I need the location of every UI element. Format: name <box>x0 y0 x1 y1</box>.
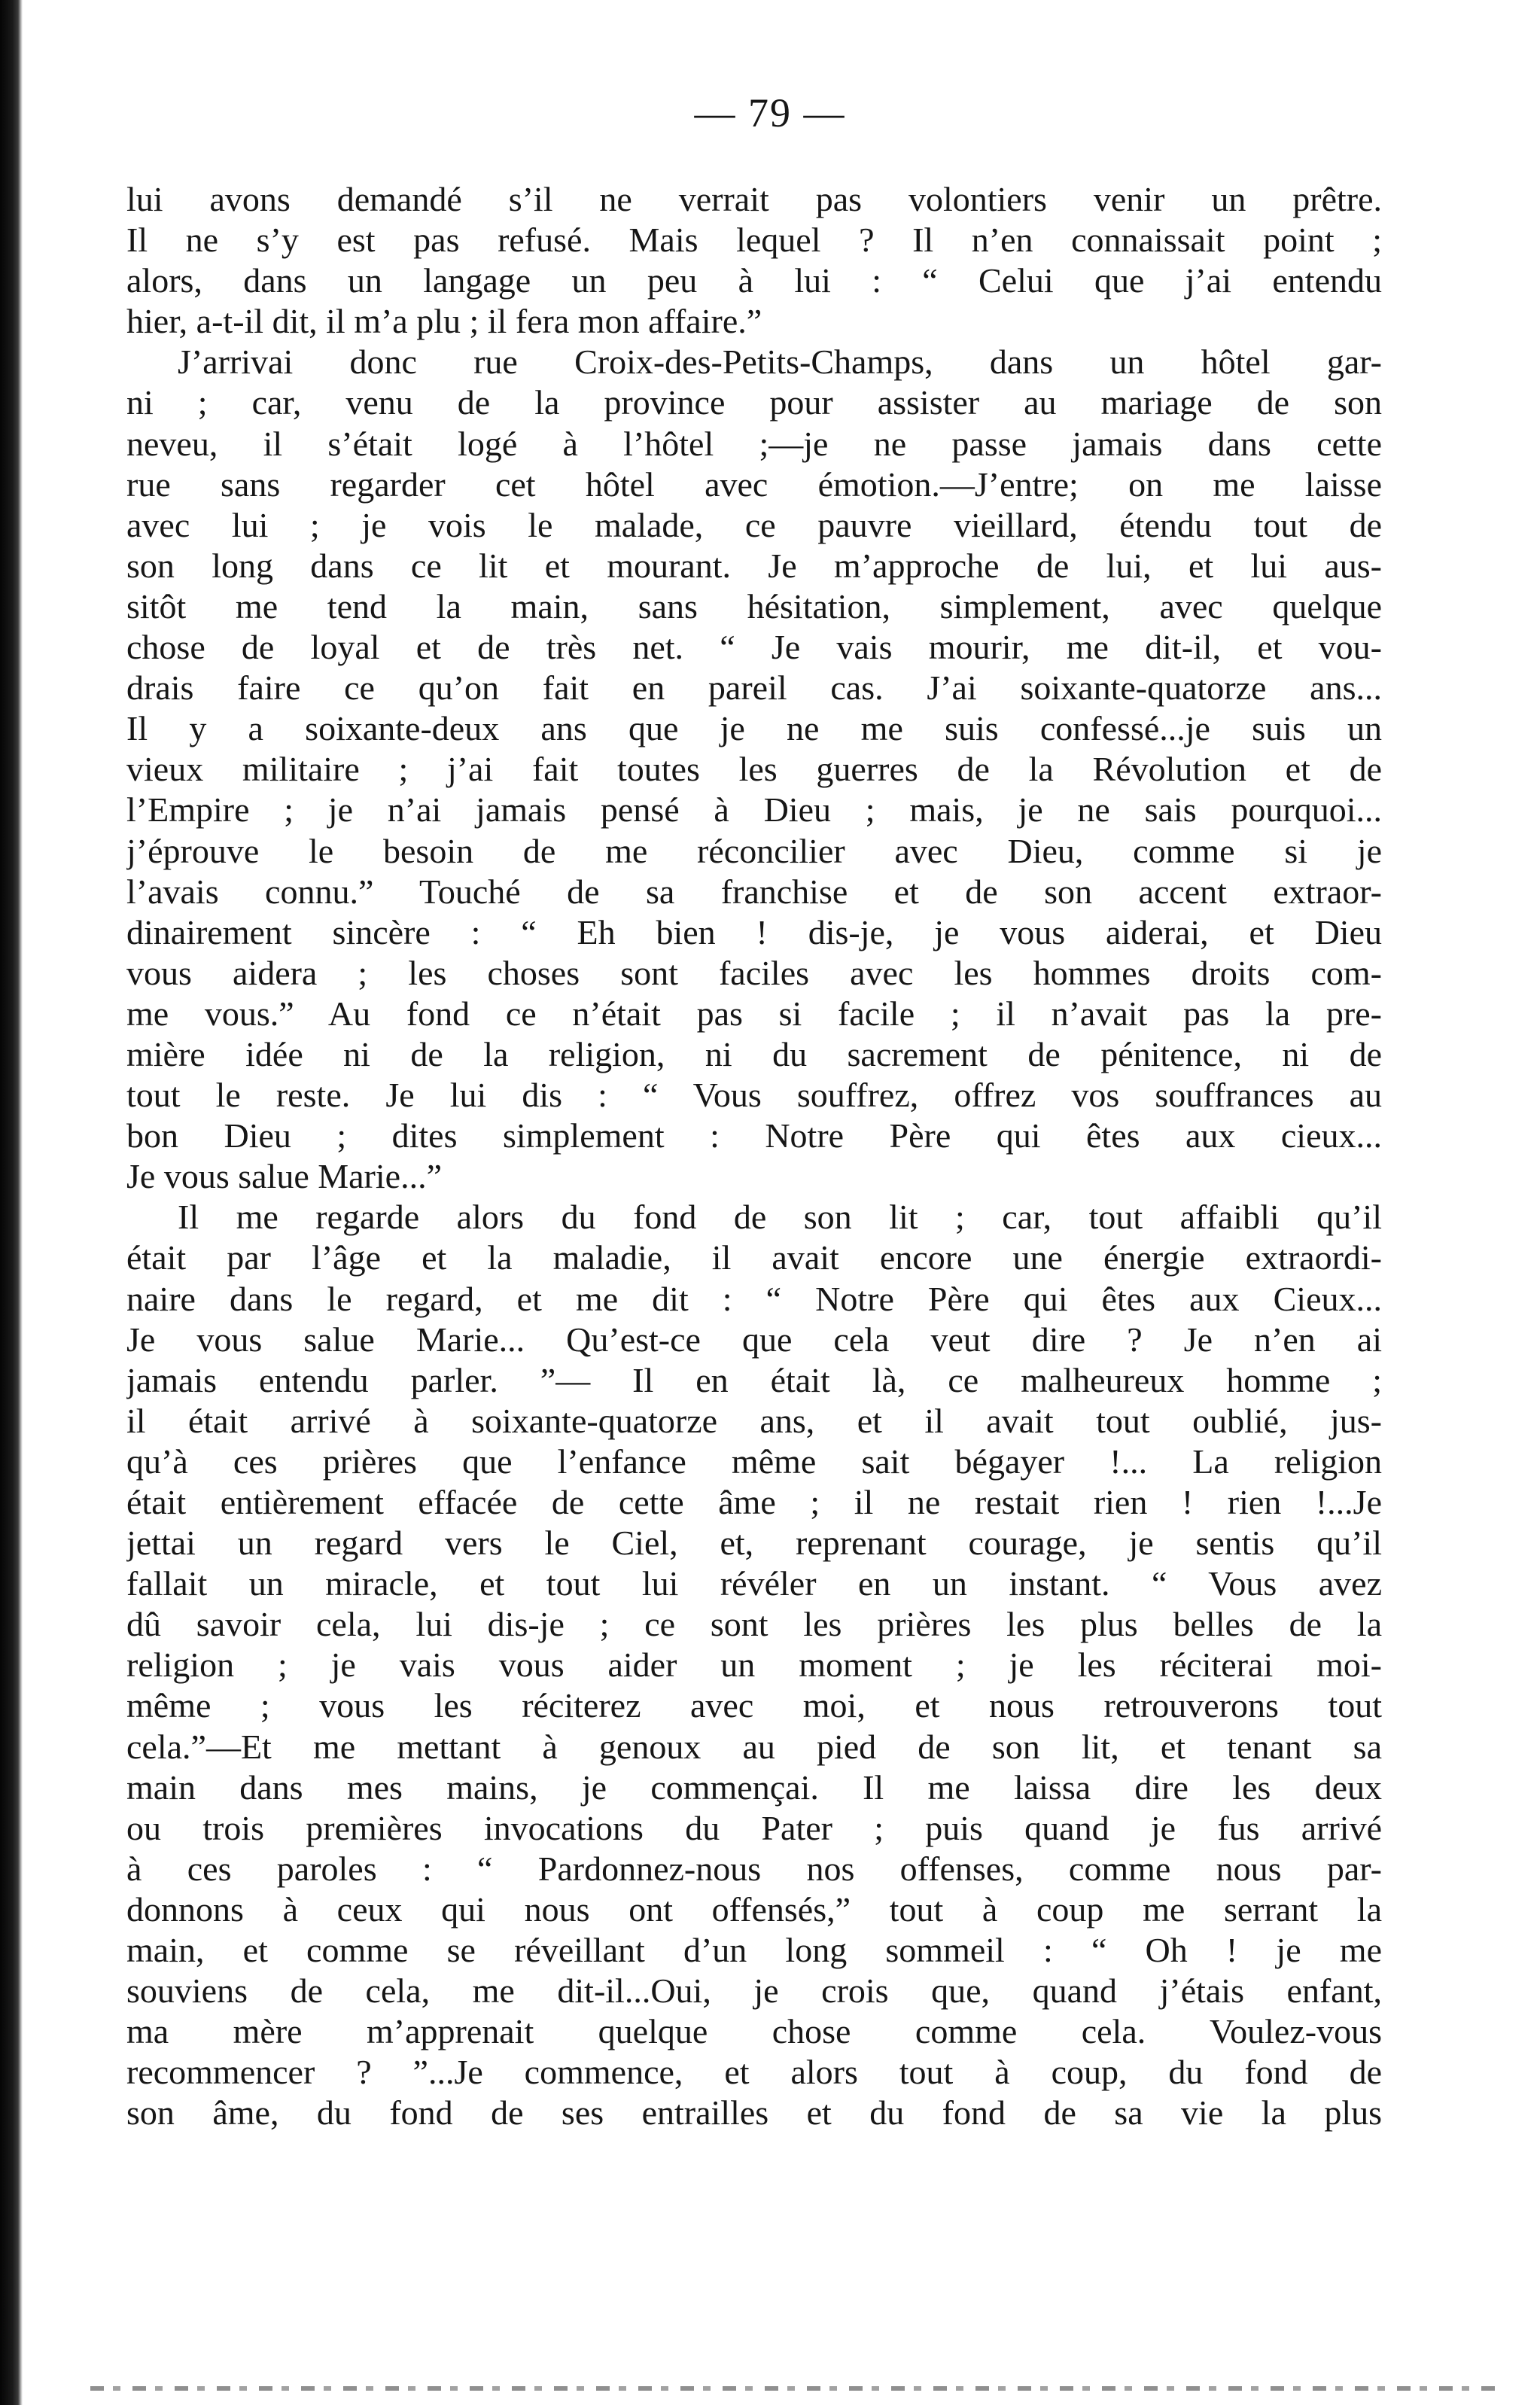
text-line: main, et comme se réveillant d’un long sommeil : “ Oh ! je me <box>126 1931 1382 1970</box>
text-line: jamais entendu parler. ”— Il en était là, ce malheureux homme ; <box>126 1360 1382 1399</box>
text-line: j’éprouve le besoin de me réconcilier avec Dieu, comme si je <box>126 831 1382 870</box>
binding-edge <box>0 0 23 2405</box>
text-line: J’arrivai donc rue Croix-des-Petits-Champs, dans un hôtel gar- <box>178 342 1382 382</box>
text-line: bon Dieu ; dites simplement : Notre Père qui êtes aux cieux... <box>126 1116 1382 1155</box>
text-line: Il me regarde alors du fond de son lit ; car, tout affaibli qu’il <box>178 1198 1382 1237</box>
text-line: rue sans regarder cet hôtel avec émotion.—J’entre; on me laisse <box>126 464 1382 504</box>
text-line: recommencer ? ”...Je commence, et alors tout à coup, du fond de <box>126 2053 1382 2092</box>
text-line: naire dans le regard, et me dit : “ Notre Père qui êtes aux Cieux... <box>126 1279 1382 1318</box>
text-line: donnons à ceux qui nous ont offensés,” tout à coup me serrant la <box>126 1889 1382 1929</box>
text-line: son âme, du fond de ses entrailles et du fond de sa vie la plus <box>126 2093 1382 2133</box>
text-line: souviens de cela, me dit-il...Oui, je crois que, quand j’étais enfant, <box>126 1971 1382 2011</box>
text-line: vieux militaire ; j’ai fait toutes les guerres de la Révolution et de <box>126 750 1382 789</box>
text-line: lui avons demandé s’il ne verrait pas volontiers venir un prêtre. <box>126 180 1382 218</box>
page-number: — 79 — <box>694 90 846 135</box>
text-line: main dans mes mains, je commençai. Il me laissa dire les deux <box>126 1767 1382 1807</box>
text-line: son long dans ce lit et mourant. Je m’approche de lui, et lui aus- <box>126 546 1382 585</box>
text-line: Il y a soixante-deux ans que je ne me suis confessé...je suis un <box>126 709 1382 748</box>
bottom-rule <box>90 2386 1495 2391</box>
text-line: l’Empire ; je n’ai jamais pensé à Dieu ; mais, je ne sais pourquoi... <box>126 790 1382 830</box>
text-line: était par l’âge et la maladie, il avait encore une énergie extraordi- <box>126 1238 1382 1277</box>
text-line: vous aidera ; les choses sont faciles avec les hommes droits com- <box>126 953 1382 992</box>
text-line: religion ; je vais vous aider un moment ; je les réciterai moi- <box>126 1645 1382 1685</box>
text-line: l’avais connu.” Touché de sa franchise et de son accent extraor- <box>126 872 1382 911</box>
text-line: Je vous salue Marie... Qu’est-ce que cela veut dire ? Je n’en ai <box>126 1320 1382 1359</box>
text-line: il était arrivé à soixante-quatorze ans, et il avait tout oublié, jus- <box>126 1401 1382 1440</box>
text-line: alors, dans un langage un peu à lui : “ Celui que j’ai entendu <box>126 261 1382 300</box>
text-line: dû savoir cela, lui dis-je ; ce sont les prières les plus belles de la <box>126 1605 1382 1644</box>
text-line: dinairement sincère : “ Eh bien ! dis-je, je vous aiderai, et Dieu <box>126 912 1382 951</box>
text-line: avec lui ; je vois le malade, ce pauvre vieillard, étendu tout de <box>126 505 1382 544</box>
text-line: Je vous salue Marie...” <box>126 1157 442 1196</box>
text-line: fallait un miracle, et tout lui révéler en un instant. “ Vous avez <box>126 1564 1382 1603</box>
body-text <box>126 179 1382 2134</box>
text-line: me vous.” Au fond ce n’était pas si facile ; il n’avait pas la pre- <box>126 994 1382 1033</box>
text-line: neveu, il s’était logé à l’hôtel ;—je ne passe jamais dans cette <box>126 424 1382 463</box>
text-line: mière idée ni de la religion, ni du sacrement de pénitence, ni de <box>126 1034 1382 1073</box>
text-line: hier, a-t-il dit, il m’a plu ; il fera mon affaire.” <box>126 302 762 341</box>
text-line: même ; vous les réciterez avec moi, et nous retrouverons tout <box>126 1686 1382 1725</box>
text-line: ou trois premières invocations du Pater ; puis quand je fus arrivé <box>126 1808 1382 1847</box>
text-line: chose de loyal et de très net. “ Je vais mourir, me dit-il, et vou- <box>126 628 1382 667</box>
text-line: cela.”—Et me mettant à genoux au pied de son lit, et tenant sa <box>126 1727 1382 1766</box>
text-line: Il ne s’y est pas refusé. Mais lequel ? Il n’en connaissait point ; <box>126 221 1382 260</box>
text-line: sitôt me tend la main, sans hésitation, simplement, avec quelque <box>126 586 1382 626</box>
text-line: ma mère m’apprenait quelque chose comme cela. Voulez-vous <box>126 2012 1382 2051</box>
text-line: ni ; car, venu de la province pour assister au mariage de son <box>126 383 1382 422</box>
text-line: était entièrement effacée de cette âme ; il ne restait rien ! rien !...Je <box>126 1483 1382 1521</box>
text-line: à ces paroles : “ Pardonnez-nous nos offenses, comme nous par- <box>126 1849 1382 1888</box>
text-line: tout le reste. Je lui dis : “ Vous souffrez, offrez vos souffrances au <box>126 1076 1382 1115</box>
text-line: jettai un regard vers le Ciel, et, reprenant courage, je sentis qu’il <box>126 1524 1382 1563</box>
text-line: drais faire ce qu’on fait en pareil cas. J’ai soixante-quatorze ans... <box>126 668 1382 708</box>
text-line: qu’à ces prières que l’enfance même sait bégayer !... La religion <box>126 1441 1382 1481</box>
